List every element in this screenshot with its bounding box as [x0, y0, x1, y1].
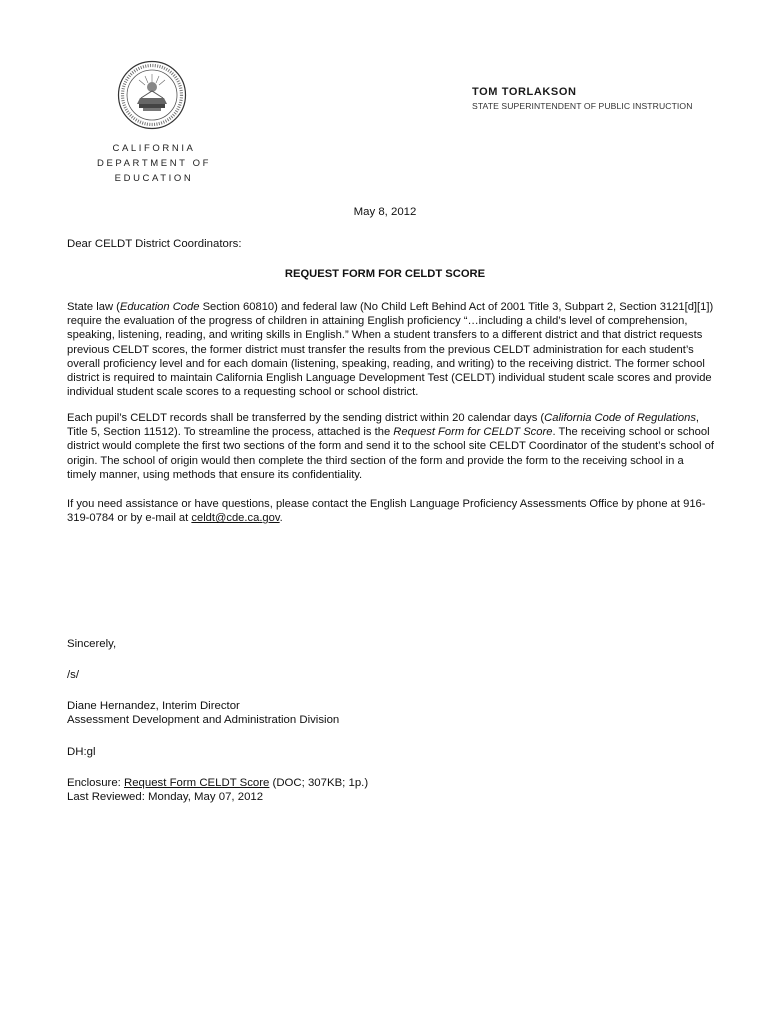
- email-link[interactable]: celdt@cde.ca.gov: [191, 512, 280, 525]
- state-seal-logo: [117, 60, 187, 130]
- paragraph-records-transfer: Each pupil’s CELDT records shall be transferred by the sending district within 20 calendar days (California Code of Regulations, Title 5, Section 11512). To streamline the process, attached is the Request Form for CELDT Score. The receiving school or school district would complete the first two sections of the form and send it to the school site CELDT Coordinator of the student’s school of origin. The school of origin would then complete the third section of the form and provide the form to the receiving school in a timely manner, using methods that ensure its confidentiality.: [67, 412, 714, 481]
- department-wordmark: [90, 141, 218, 186]
- initials: DH:gl: [67, 746, 96, 758]
- letter-heading: REQUEST FORM FOR CELDT SCORE: [284, 268, 486, 280]
- paragraph-contact: If you need assistance or have questions, please contact the English Language Proficiency Assessments Office by phone at 916- 319-0784 or by e-mail at celdt@cde.ca.gov.: [67, 498, 706, 525]
- salutation: Dear CELDT District Coordinators:: [67, 238, 242, 250]
- superintendent-name: TOM TORLAKSON: [472, 86, 577, 98]
- signer-division: Assessment Development and Administration Division: [67, 714, 340, 726]
- enclosure-link[interactable]: Request Form CELDT Score: [123, 777, 270, 789]
- education-code-citation: Education Code: [119, 301, 200, 313]
- regulations-citation: California Code of Regulations: [544, 412, 696, 424]
- department-line-3: EDUCATION: [114, 173, 194, 184]
- enclosure-line: Enclosure: Request Form CELDT Score (DOC; 307KB; 1p.): [67, 777, 369, 789]
- closing: Sincerely,: [67, 638, 117, 650]
- department-line-1: CALIFORNIA: [112, 143, 196, 154]
- signer-name: Diane Hernandez, Interim Director: [67, 700, 240, 712]
- form-title-reference: Request Form for CELDT Score: [393, 426, 553, 439]
- department-line-2: DEPARTMENT OF: [96, 158, 212, 169]
- signature: /s/: [67, 669, 80, 681]
- paragraph-state-law: State law (Education Code Section 60810) and federal law (No Child Left Behind Act of 2001 Title 3, Subpart 2, Section 3121[d][1]) require the evaluation of the progress of children in attaining English proficiency “…including a child’s level of comprehension, speaking, listening, reading, and writing skills in English.” When a student transfers to a different district and that district requests previous CELDT scores, the former district must transfer the results from the previous CELDT administration for each student’s overall proficiency level and for each domain (listening, speaking, reading, and writing) to the receiving district. The former school district is required to maintain California English Language Development Test (CELDT) individual student scale scores and provide individual student scale scores to a requesting school or school district.: [67, 301, 714, 399]
- last-reviewed: Last Reviewed: Monday, May 07, 2012: [67, 791, 264, 803]
- letter-date: May 8, 2012: [353, 206, 417, 218]
- superintendent-title: STATE SUPERINTENDENT OF PUBLIC INSTRUCTION: [472, 101, 693, 111]
